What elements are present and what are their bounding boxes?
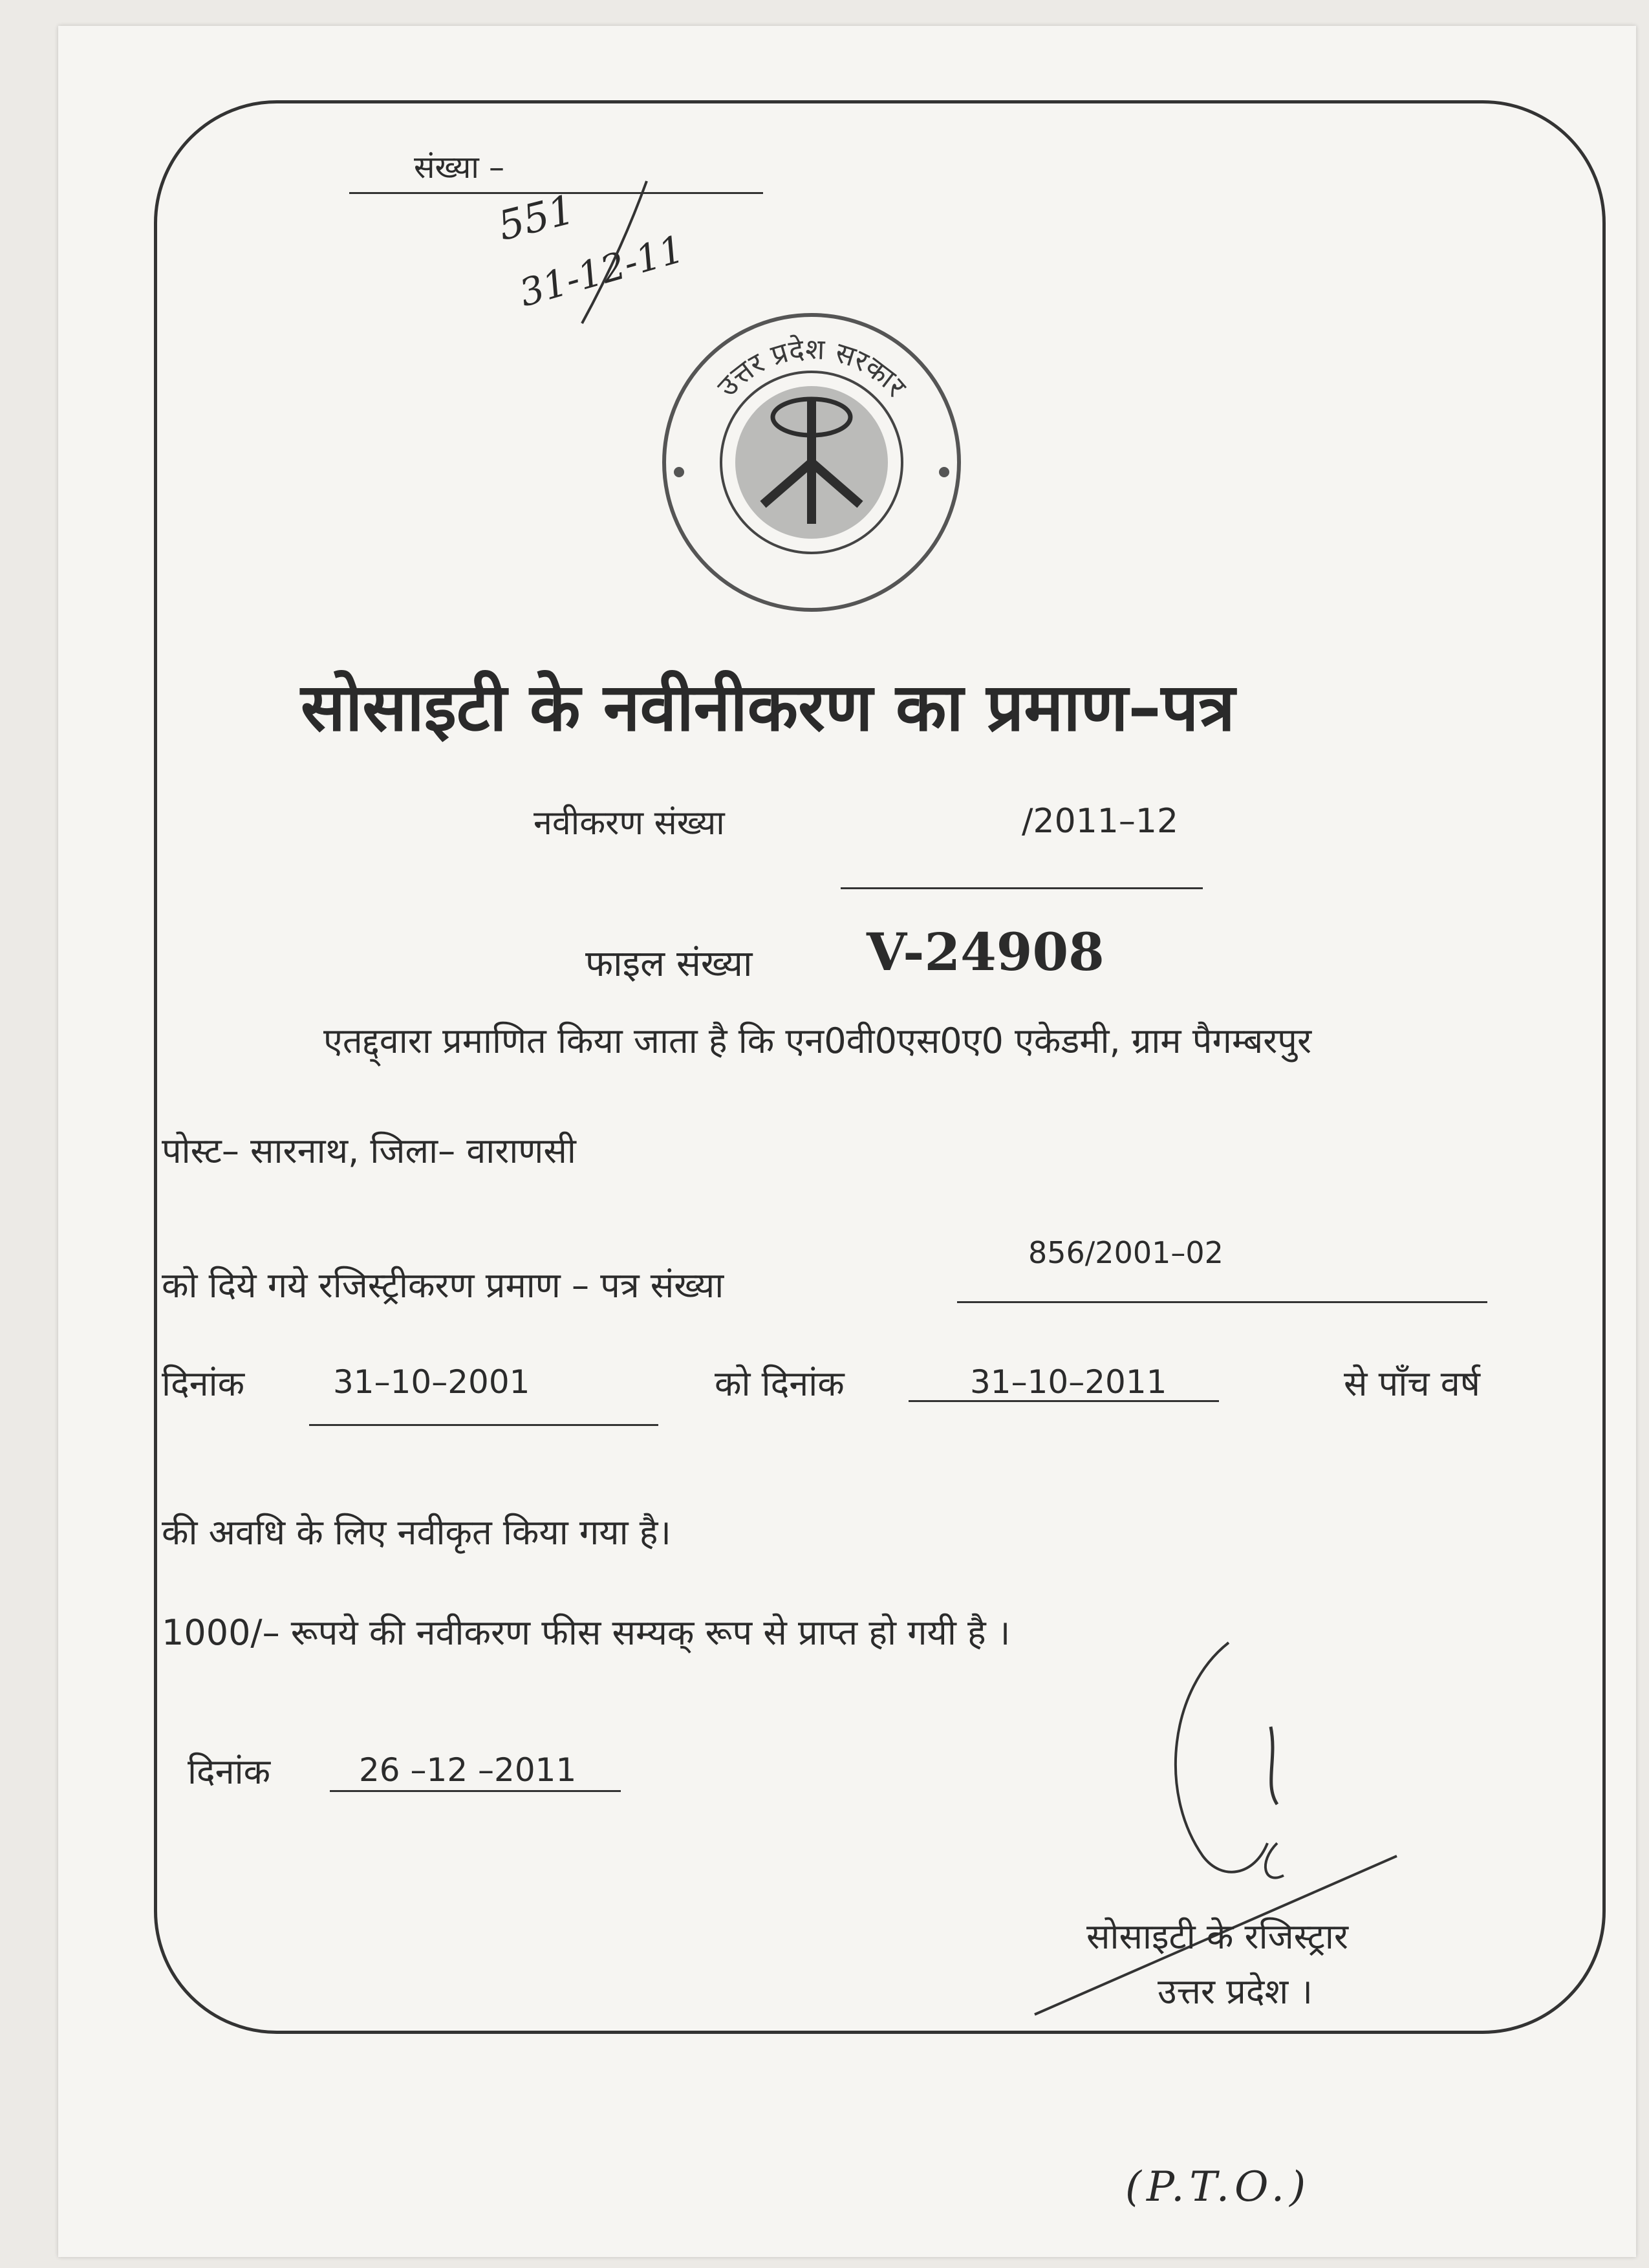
certification-line-3: को दिये गये रजिस्ट्रीकरण प्रमाण – पत्र संख्या	[162, 1265, 724, 1306]
registrar-title: सोसाइटी के रजिस्ट्रार	[1086, 1916, 1348, 1957]
seal-text: उत्तर प्रदेश सरकार	[711, 332, 913, 404]
renewal-number-label: नवीकरण संख्या	[534, 804, 725, 843]
date-from-underline	[309, 1424, 658, 1426]
handwritten-date: 31-12-11	[514, 226, 689, 316]
government-seal-emblem	[660, 310, 964, 614]
date-from: 31–10–2001	[333, 1363, 530, 1401]
handwritten-number: 551	[493, 185, 579, 250]
date-to-underline	[909, 1400, 1219, 1402]
file-number-label: फाइल संख्या	[585, 943, 753, 985]
renewal-number-year: /2011–12	[1022, 802, 1179, 841]
file-number: V-24908	[867, 922, 1105, 982]
certification-line-2: पोस्ट– सारनाथ, जिला– वाराणसी	[162, 1130, 576, 1171]
handwritten-slash-stroke	[563, 175, 666, 330]
fee-line: 1000/– रूपये की नवीकरण फीस सम्यक् रूप से प्राप्त हो गयी है ।	[162, 1612, 1011, 1653]
registrar-state: उत्तर प्रदेश ।	[1158, 1971, 1313, 2012]
ko-dinank-label: को दिनांक	[715, 1363, 845, 1404]
renewal-underline	[841, 887, 1203, 889]
date-to: 31–10–2011	[970, 1363, 1167, 1401]
five-years-text: से पाँच वर्ष	[1344, 1363, 1481, 1404]
issue-date-underline	[330, 1790, 621, 1792]
issue-date-label: दिनांक	[188, 1751, 271, 1792]
certificate-title: सोसाइटी के नवीनीकरण का प्रमाण–पत्र	[301, 669, 1235, 746]
registration-underline	[957, 1301, 1487, 1303]
pto-note: (P.T.O.)	[1125, 2163, 1311, 2211]
certification-line-1: एतद्द्वारा प्रमाणित किया जाता है कि एन0वी0एस0ए0 एकेडमी, ग्राम पैगम्बरपुर	[323, 1021, 1312, 1061]
date-label: दिनांक	[162, 1363, 245, 1404]
certification-line-5: की अवधि के लिए नवीकृत किया गया है।	[162, 1512, 671, 1553]
issue-date: 26 –12 –2011	[359, 1751, 577, 1789]
sankhya-label: संख्या –	[414, 149, 505, 186]
registration-number: 856/2001–02	[1028, 1235, 1223, 1270]
